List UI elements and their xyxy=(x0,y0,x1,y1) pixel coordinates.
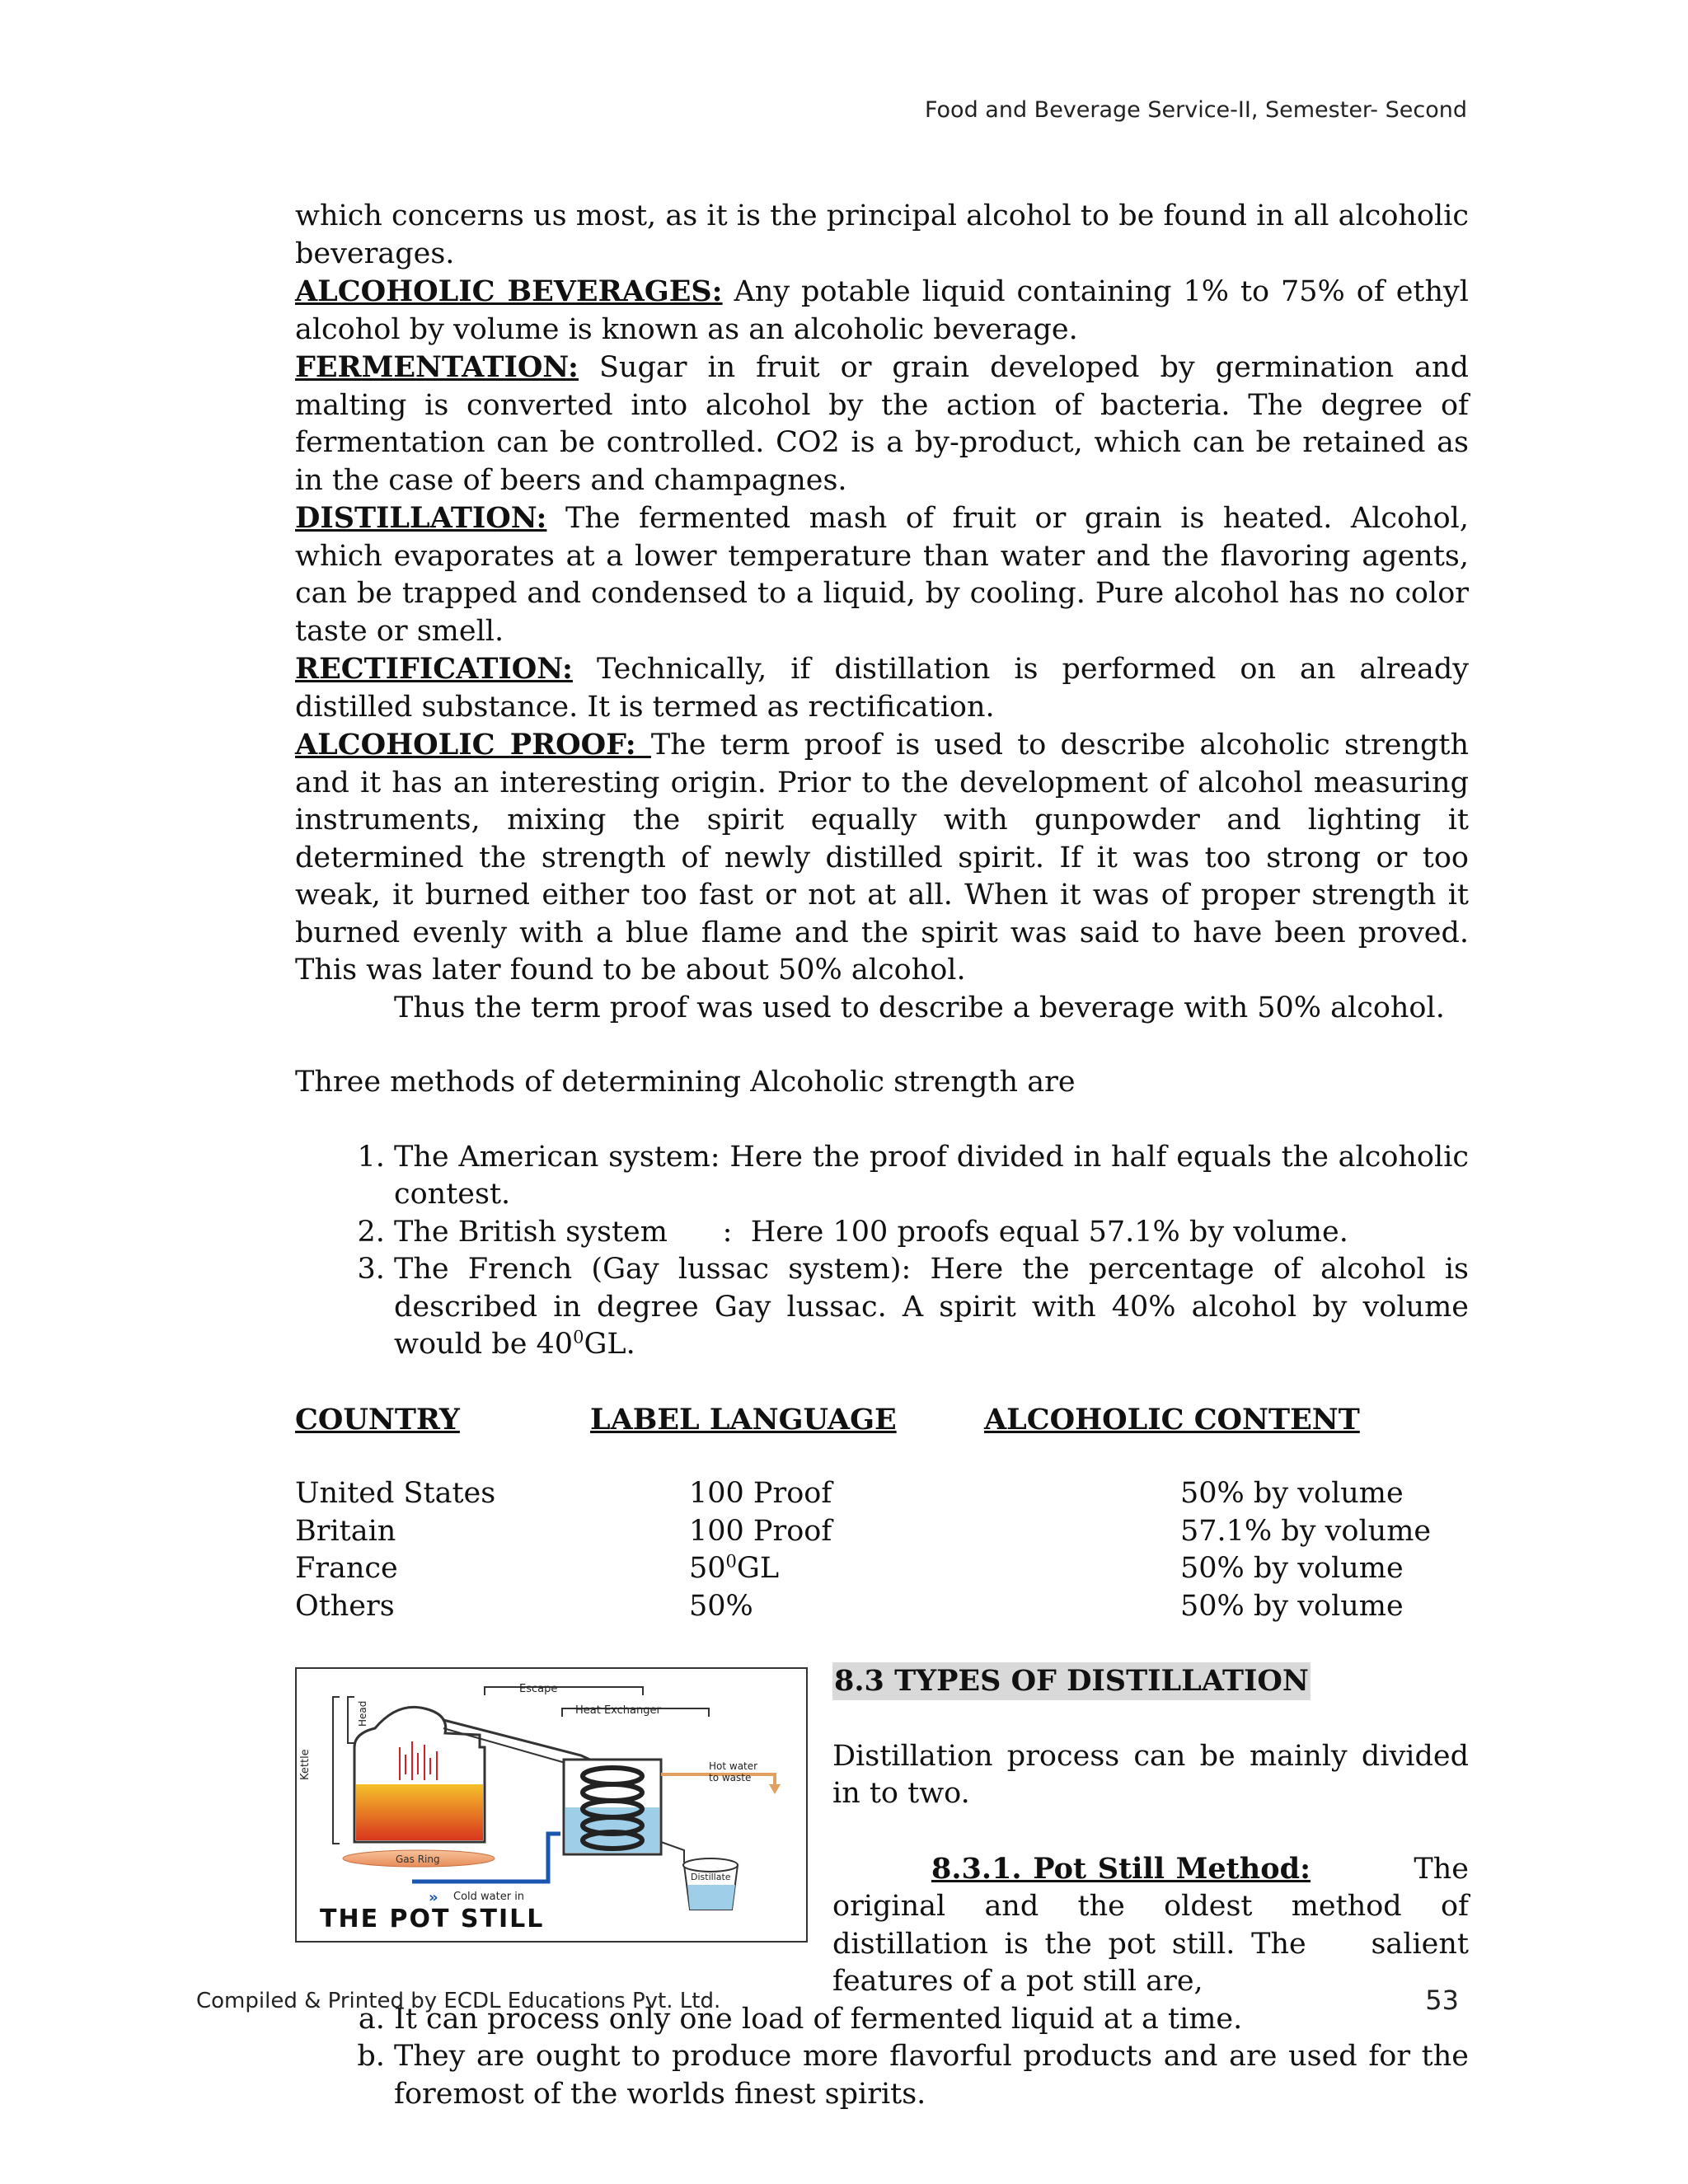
degree-superscript: 0 xyxy=(573,1327,584,1347)
running-header: Food and Beverage Service-II, Semester- Second xyxy=(924,97,1467,123)
table-cell-label: 100 Proof xyxy=(689,1477,832,1510)
definition-rectification xyxy=(295,650,1469,726)
definition-fermentation xyxy=(295,349,1469,499)
table-cell-label: $50^0GL$ xyxy=(689,1551,780,1585)
table-cell-content: 50% by volume xyxy=(1180,1477,1404,1510)
list-item-text: The British system : Here 100 proofs equal 57.1% by volume. xyxy=(394,1215,1348,1249)
subsection-heading: 8.3.1. Pot Still Method: xyxy=(931,1851,1311,1886)
definition-term: RECTIFICATION: xyxy=(295,652,573,686)
definition-term: ALCOHOLIC BEVERAGES: xyxy=(295,274,723,308)
figure-caption: THE POT STILL xyxy=(320,1904,545,1933)
list-item xyxy=(394,1251,1469,1364)
svg-text:»: » xyxy=(429,1889,438,1906)
label-to-waste: to waste xyxy=(709,1772,752,1783)
label-distillate: Distillate xyxy=(691,1872,731,1882)
table-cell-country: Others xyxy=(295,1589,395,1623)
label-head: Head xyxy=(357,1700,368,1727)
label-gas-ring: Gas Ring xyxy=(396,1854,440,1865)
subsection-text: The original and the oldest method of distillation is the pot still. The salient features of a pot still are, xyxy=(832,1852,1479,1998)
page-number: 53 xyxy=(1425,1985,1459,2016)
definition-alcoholic-beverages xyxy=(295,273,1469,349)
label-cold-water: Cold water in xyxy=(453,1891,525,1903)
table-header-country: COUNTRY xyxy=(295,1402,460,1436)
label-kettle: Kettle xyxy=(299,1749,312,1780)
section-text: Distillation process can be mainly divided in to two. xyxy=(832,1739,1469,1810)
footer-credit: Compiled & Printed by ECDL Educations Pvt. Ltd. xyxy=(196,1989,721,2013)
definition-text: The fermented mash of fruit or grain is heated. Alcohol, which evaporates at a lower temperature than water and the flavoring agents, can be trapped and condensed to a liquid, by cooling. Pure alcohol has no color taste or smell. xyxy=(295,502,1469,648)
distillation-text-column xyxy=(832,1662,1479,2001)
table-cell-label: 100 Proof xyxy=(689,1514,832,1548)
methods-list xyxy=(295,1139,1469,1364)
features-list xyxy=(295,2001,1469,2114)
definition-text: Sugar in fruit or grain developed by germination and malting is converted into alcohol by the action of bacteria. The degree of fermentation can be controlled. CO2 is a by-product, which can be retained as in the case of beers and champagnes. xyxy=(295,351,1469,497)
list-item xyxy=(394,1139,1469,1214)
pot-still-paragraph xyxy=(832,1850,1479,2001)
table-cell-content: 57.1% by volume xyxy=(1180,1514,1432,1548)
list-item: b. They are ought to produce more flavorful products and are used for the foremost of the worlds finest spirits. xyxy=(394,2038,1469,2113)
table-cell-country: France xyxy=(295,1552,398,1585)
table-header-alcoholic-content: ALCOHOLIC CONTENT xyxy=(984,1402,1360,1436)
list-item-text: The American system: Here the proof divided in half equals the alcoholic contest. xyxy=(394,1140,1469,1211)
list-item-tail: GL. xyxy=(584,1328,635,1361)
section-heading: 8.3 TYPES OF DISTILLATION xyxy=(832,1662,1311,1700)
table-cell-label: 50% xyxy=(689,1589,753,1623)
definition-term: ALCOHOLIC PROOF: xyxy=(295,728,651,762)
label-hot-water: Hot water xyxy=(709,1760,758,1772)
table-cell-country: Britain xyxy=(295,1514,396,1548)
list-item: a. It can process only one load of fermented liquid at a time. xyxy=(394,2001,1469,2039)
list-item xyxy=(394,1214,1469,1252)
label-heat-exchanger: Heat Exchanger xyxy=(575,1704,661,1717)
proof-note: Thus the term proof was used to describe a beverage with 50% alcohol. xyxy=(394,991,1445,1024)
label-escape: Escape xyxy=(519,1683,558,1695)
table-cell-content: 50% by volume xyxy=(1180,1589,1404,1623)
definition-term: DISTILLATION: xyxy=(295,501,547,535)
distillation-section xyxy=(295,1662,1479,2001)
definition-distillation xyxy=(295,499,1469,650)
list-item-text: The French (Gay lussac system): Here the percentage of alcohol is described in degree Gay lussac. A spirit with 40% alcohol by volume would be 40 xyxy=(394,1253,1469,1361)
definition-text: Any potable liquid containing 1% to 75% of ethyl alcohol by volume is known as an alcoholic beverage. xyxy=(295,275,1469,346)
definition-text: The term proof is used to describe alcoholic strength and it has an interesting origin. Prior to the development of alcohol measuring instruments, mixing the spirit equally with gunpowder and lighting it determined the strength of newly distilled spirit. If it was too strong or too weak, it burned either too fast or not at all. When it was of proper strength it burned evenly with a blue flame and the spirit was said to have been proved. This was later found to be about 50% alcohol. xyxy=(295,729,1470,987)
proof-table xyxy=(295,1401,1469,1626)
intro-paragraph: which concerns us most, as it is the principal alcohol to be found in all alcoholic beverages. xyxy=(295,199,1469,270)
table-header-label-language: LABEL LANGUAGE xyxy=(590,1402,897,1436)
table-cell-country: United States xyxy=(295,1477,496,1510)
definition-alcoholic-proof xyxy=(295,726,1469,990)
methods-intro: Three methods of determining Alcoholic strength are xyxy=(295,1066,1076,1099)
definition-term: FERMENTATION: xyxy=(295,350,579,384)
page-content xyxy=(295,198,1479,2113)
definition-text: Technically, if distillation is performed on an already distilled substance. It is termed as rectification. xyxy=(295,653,1469,724)
table-cell-content: 50% by volume xyxy=(1180,1552,1404,1585)
pot-still-figure xyxy=(295,1667,808,1943)
